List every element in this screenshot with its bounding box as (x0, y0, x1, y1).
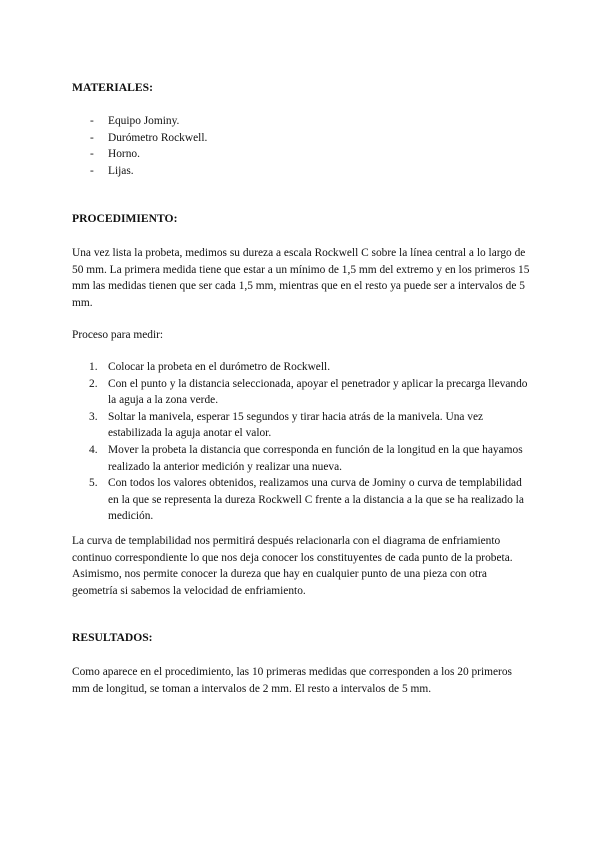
list-item (72, 442, 532, 475)
list-item (72, 130, 532, 147)
materiales-list (72, 113, 532, 179)
step-text: Soltar la manivela, esperar 15 segundos y tirar hacia atrás de la manivela. Una vez estabilizada la aguja anotar el valor. (108, 410, 484, 440)
list-item (72, 113, 532, 130)
procedimiento-heading: PROCEDIMIENTO: (72, 212, 178, 225)
list-item-text: Durómetro Rockwell. (108, 131, 208, 144)
list-item-text: Horno. (108, 148, 140, 161)
step-text: Colocar la probeta en el durómetro de Rockwell. (108, 361, 331, 373)
dash-bullet: - (90, 164, 94, 177)
step-text: Mover la probeta la distancia que corresponda en función de la longitud en la que hayamos realizado la anterior medición y realizar una nueva. (108, 443, 523, 473)
list-item-text: Equipo Jominy. (108, 115, 180, 127)
materiales-heading: MATERIALES: (72, 81, 153, 94)
list-item-text: Lijas. (108, 164, 134, 177)
procedimiento-intro: Una vez lista la probeta, medimos su dureza a escala Rockwell C sobre la línea central a lo largo de 50 mm. La primera medida tiene que estar a un mínimo de 1,5 mm del extremo y en los primeros 15 mm las medidas tienen que ser cada 1,5 mm, mientras que en el resto ya puede ser a intervalos de 5 mm. (72, 247, 530, 309)
step-text: Con todos los valores obtenidos, realizamos una curva de Jominy o curva de templabilidad en la que se representa la dureza Rockwell C frente a la distancia a la que se ha realizado la medición. (108, 477, 524, 523)
step-number: 3. (89, 410, 98, 423)
list-item (72, 475, 532, 525)
dash-bullet: - (90, 148, 94, 161)
dash-bullet: - (90, 131, 94, 144)
step-number: 1. (89, 361, 98, 373)
list-item (72, 146, 532, 163)
proceso-label: Proceso para medir: (72, 329, 164, 341)
list-item (72, 359, 532, 376)
list-item (72, 409, 532, 442)
step-number: 4. (89, 443, 98, 456)
resultados-heading: RESULTADOS: (72, 631, 153, 644)
procedimiento-closing: La curva de templabilidad nos permitirá después relacionarla con el diagrama de enfriamiento continuo correspondiente lo que nos deja conocer los constituyentes de cada punto de la probeta. Asimismo, nos permite conocer la dureza que hay en cualquier punto de una pieza con otra geometría si sabemos la velocidad de enfriamiento. (72, 535, 513, 597)
step-number: 2. (89, 377, 98, 390)
list-item (72, 163, 532, 180)
resultados-text: Como aparece en el procedimiento, las 10 primeras medidas que corresponden a los 20 primeros mm de longitud, se toman a intervalos de 2 mm. El resto a intervalos de 5 mm. (72, 666, 512, 695)
step-text: Con el punto y la distancia seleccionada, apoyar el penetrador y aplicar la precarga llevando la aguja a la zona verde. (108, 377, 528, 407)
list-item (72, 376, 532, 409)
dash-bullet: - (90, 115, 94, 127)
steps-list (72, 359, 532, 525)
step-number: 5. (89, 477, 98, 490)
